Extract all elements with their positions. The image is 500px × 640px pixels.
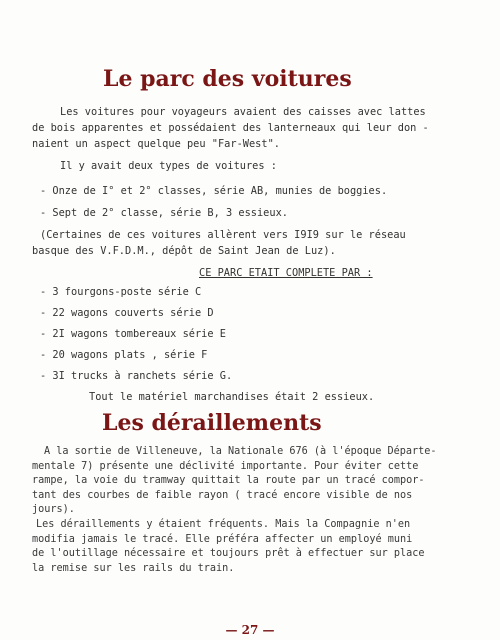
section-title-voitures: Le parc des voitures (103, 66, 352, 92)
paragraph-line: (Certaines de ces voitures allèrent vers I9I9 sur le réseau (40, 229, 406, 241)
list-item: - 20 wagons plats , série F (40, 349, 208, 361)
type-item: - Onze de I° et 2° classes, série AB, munies de boggies. (40, 185, 388, 197)
list-item: - 22 wagons couverts série D (40, 307, 214, 319)
list-item: - 3I trucks à ranchets série G. (40, 370, 233, 382)
list-heading: CE PARC ETAIT COMPLETE PAR : (199, 267, 373, 279)
closing-line: Tout le matériel marchandises était 2 essieux. (89, 391, 375, 403)
paragraph-line: mentale 7) présente une déclivité importante. Pour éviter cette (32, 460, 419, 472)
section-title-deraillements: Les déraillements (102, 410, 322, 436)
paragraph-line: A la sortie de Villeneuve, la Nationale 676 (à l'époque Départe- (44, 446, 437, 457)
paragraph-line: de l'outillage nécessaire et toujours prêt à effectuer sur place (32, 548, 425, 560)
paragraph-line: jours). (32, 504, 75, 516)
paragraph-line: tant des courbes de faible rayon ( tracé encore visible de nos (32, 489, 413, 501)
paragraph-line: basque des V.F.D.M., dépôt de Saint Jean de Luz). (32, 245, 336, 257)
paragraph-line: Il y avait deux types de voitures : (60, 160, 277, 172)
page-number: — 27 — (225, 623, 275, 637)
paragraph-line: la remise sur les rails du train. (32, 562, 235, 574)
paragraph-line: rampe, la voie du tramway quittait la route par un tracé compor- (32, 475, 425, 487)
paragraph-line: naient un aspect quelque peu "Far-West". (32, 138, 280, 150)
list-item: - 3 fourgons-poste série C (40, 286, 202, 298)
paragraph-line: de bois apparentes et possédaient des lanterneaux qui leur don - (32, 122, 429, 134)
paragraph-line: Les déraillements y étaient fréquents. Mais la Compagnie n'en (36, 518, 411, 530)
paragraph-line: Les voitures pour voyageurs avaient des caisses avec lattes (60, 106, 426, 118)
list-item: - 2I wagons tombereaux série E (40, 328, 226, 340)
type-item: - Sept de 2° classe, série B, 3 essieux. (40, 207, 288, 219)
deraillements-text (32, 445, 472, 576)
paragraph-line: modifia jamais le tracé. Elle préféra affecter un employé muni (32, 533, 413, 545)
